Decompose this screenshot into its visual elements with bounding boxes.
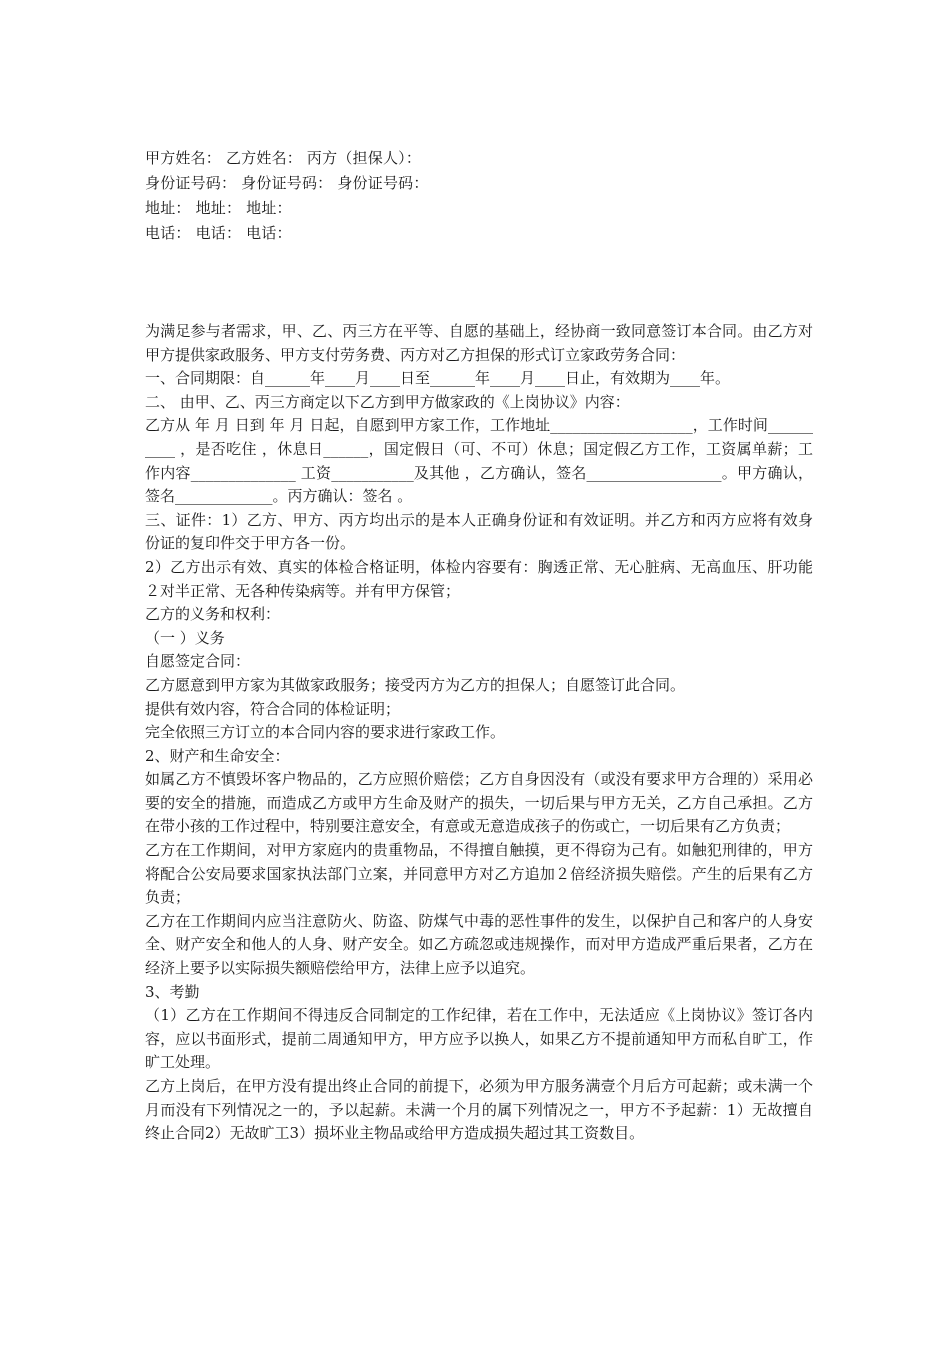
valid-certificate-text: 提供有效内容，符合合同的体检证明； [145,699,401,718]
follow-contract-text: 完全依照三方订立的本合同内容的要求进行家政工作。 [145,723,506,742]
party-id-numbers-line: 身份证号码： 身份证号码： 身份证号码： [145,174,429,192]
contract-term-clause: 一、合同期限：自______年____月____日至______年____月____日止，有效期为____年。 [145,369,731,388]
work-agreement-paragraph: 乙方从 年 月 日到 年 月 日起，自愿到甲方家工作，工作地址___________________，工作时间__________ ，是否吃住 ，休息日______，国定假日（可、不可）休息；国定假乙方工作，工资属单薪；工作内容______________ 工资___________及其他 ，乙方确认，签名__________________。甲方确认，签名_____________。丙方确认：签名 。 [145,416,813,506]
safety-heading: 2、财产和生命安全： [145,746,290,765]
preamble-paragraph: 为满足参与者需求，甲、乙、丙三方在平等、自愿的基础上，经协商一致同意签订本合同。由乙方对甲方提供家政服务、甲方支付劳务费、丙方对乙方担保的形式订立家政劳务合同： [145,322,813,364]
certificates-clause: 三、证件：1）乙方、甲方、丙方均出示的是本人正确身份证和有效证明。并乙方和丙方应将有效身份证的复印件交于甲方各一份。 [145,510,813,553]
party-info-header [145,146,845,246]
party-phones-line: 电话： 电话： 电话： [145,224,292,242]
voluntary-contract-text: 乙方愿意到甲方家为其做家政服务；接受丙方为乙方的担保人；自愿签订此合同。 [145,675,686,694]
valuables-paragraph: 乙方在工作期间，对甲方家庭内的贵重物品，不得擅自触摸，更不得窃为己有。如触犯刑律的，甲方将配合公安局要求国家执法部门立案，并同意甲方对乙方追加２倍经济损失赔偿。产生的后果有乙方负责； [145,841,813,907]
party-names-line: 甲方姓名： 乙方姓名： 丙方（担保人）： [145,149,422,167]
work-discipline-paragraph: （1）乙方在工作期间不得违反合同制定的工作纪律，若在工作中，无法适应《上岗协议》签订各内容，应以书面形式，提前二周通知甲方，甲方应予以换人，如果乙方不提前通知甲方而私自旷工，作旷工处理。 [145,1006,813,1072]
voluntary-contract-heading: 自愿签定合同： [145,652,251,671]
duties-subheading: （一 ）义务 [145,628,225,647]
attendance-heading: 3、考勤 [145,982,200,1001]
section-two-heading: 二、 由甲、乙、丙三方商定以下乙方到甲方做家政的《上岗协议》内容： [145,392,630,411]
contract-body [145,320,813,1146]
health-check-clause: 2）乙方出示有效、真实的体检合格证明，体检内容要有：胸透正常、无心脏病、无高血压、肝功能２对半正常、无各种传染病等。并有甲方保管； [145,557,813,600]
party-addresses-line: 地址： 地址： 地址： [145,199,292,217]
fire-safety-paragraph: 乙方在工作期间内应当注意防火、防盗、防煤气中毒的恶性事件的发生，以保护自己和客户的人身安全、财产安全和他人的人身、财产安全。如乙方疏忽或违规操作，而对甲方造成严重后果者，乙方在经济上要予以实际损失额赔偿给甲方，法律上应予以追究。 [145,911,813,978]
salary-start-paragraph: 乙方上岗后，在甲方没有提出终止合同的前提下，必须为甲方服务满壹个月后方可起薪；或未满一个月而没有下列情况之一的，予以起薪。未满一个月的属下列情况之一，甲方不予起薪：1）无故擅自终止合同2）无故旷工3）损坏业主物品或给甲方造成损失超过其工资数目。 [145,1077,813,1143]
duties-rights-heading: 乙方的义务和权利： [145,605,281,624]
damage-liability-paragraph: 如属乙方不慎毁坏客户物品的，乙方应照价赔偿；乙方自身因没有（或没有要求甲方合理的）采用必要的安全的措施，而造成乙方或甲方生命及财产的损失，一切后果与甲方无关，乙方自己承担。乙方在带小孩的工作过程中，特别要注意安全，有意或无意造成孩子的伤或亡，一切后果有乙方负责； [145,770,813,836]
